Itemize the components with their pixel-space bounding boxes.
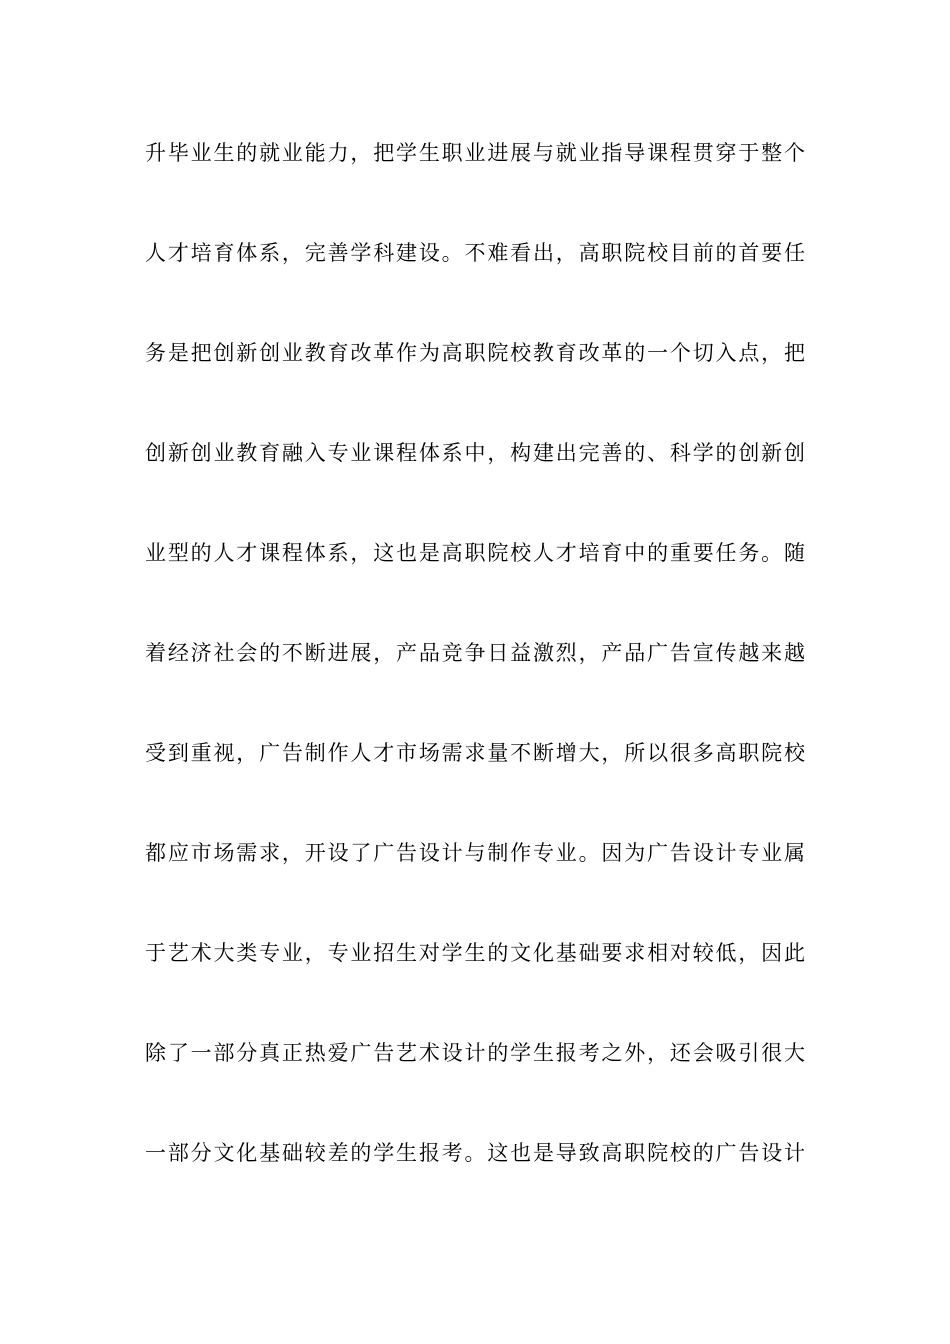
text-line: 受到重视，广告制作人才市场需求量不断增大，所以很多高职院校 — [145, 741, 805, 765]
text-line: 业型的人才课程体系，这也是高职院校人才培育中的重要任务。随 — [145, 541, 805, 565]
text-line: 升毕业生的就业能力，把学生职业进展与就业指导课程贯穿于整个 — [145, 141, 805, 165]
text-line: 都应市场需求，开设了广告设计与制作专业。因为广告设计专业属 — [145, 841, 805, 865]
text-line: 于艺术大类专业，专业招生对学生的文化基础要求相对较低，因此 — [145, 941, 805, 965]
text-line: 着经济社会的不断进展，产品竞争日益激烈，产品广告宣传越来越 — [145, 641, 805, 665]
text-line: 除了一部分真正热爱广告艺术设计的学生报考之外，还会吸引很大 — [145, 1041, 805, 1065]
text-line: 一部分文化基础较差的学生报考。这也是导致高职院校的广告设计 — [145, 1141, 805, 1165]
text-line: 人才培育体系，完善学科建设。不难看出，高职院校目前的首要任 — [145, 241, 805, 265]
text-line: 务是把创新创业教育改革作为高职院校教育改革的一个切入点，把 — [145, 341, 805, 365]
text-line: 创新创业教育融入专业课程体系中，构建出完善的、科学的创新创 — [145, 441, 805, 465]
